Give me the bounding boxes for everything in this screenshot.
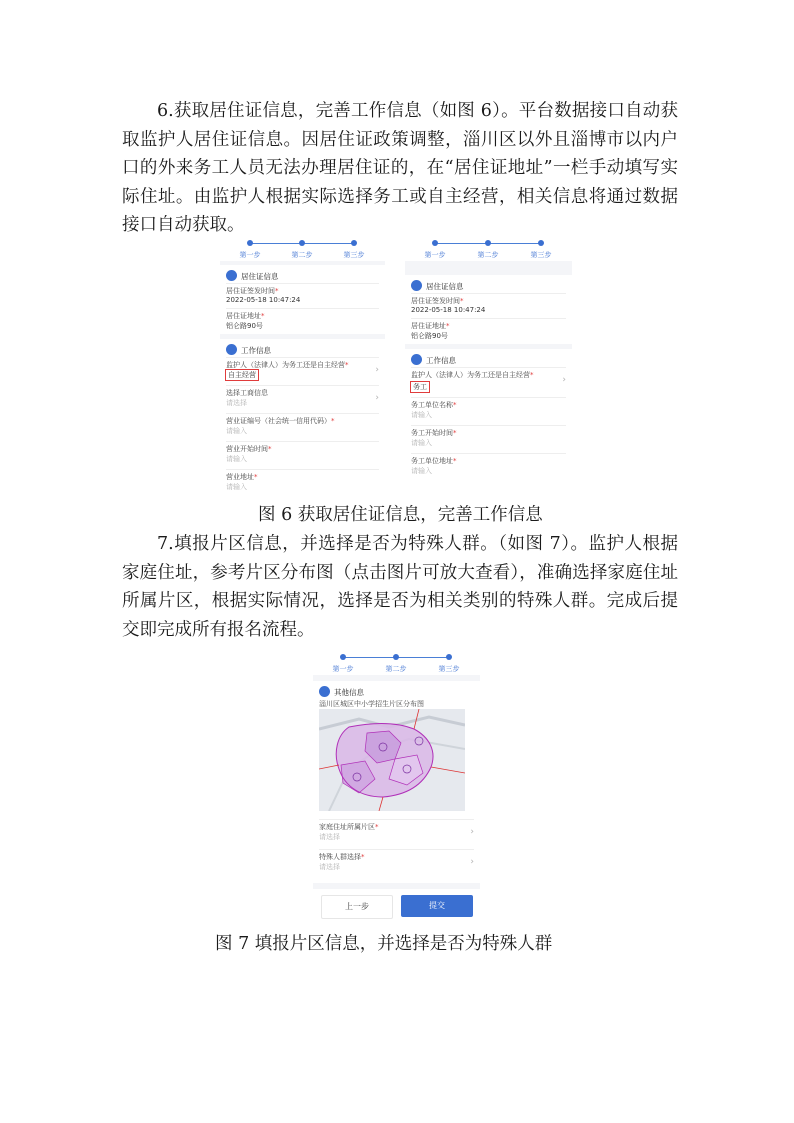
field-label: 务工开始时间: [411, 429, 453, 437]
field-label: 居住证签发时间: [226, 287, 275, 295]
address-field[interactable]: 居住证地址* 铝仑路90号: [411, 318, 566, 341]
field-placeholder: 请选择: [226, 399, 247, 407]
field-placeholder: 请输入: [411, 439, 432, 447]
work-type-field[interactable]: 监护人（法律人）为务工还是自主经营* 务工 ›: [411, 367, 566, 396]
chevron-right-icon: ›: [375, 365, 379, 375]
step-indicator: [313, 651, 480, 675]
field-value: 铝仑路90号: [411, 332, 448, 340]
screenshot-district-info: [313, 651, 480, 923]
work-start-field[interactable]: 务工开始时间* 请输入: [411, 425, 566, 448]
field-placeholder: 请输入: [411, 411, 432, 419]
section-title: 工作信息: [241, 346, 271, 355]
briefcase-icon: [411, 354, 422, 365]
screenshot-migrant-worker: [405, 237, 572, 497]
field-value: 2022-05-18 10:47:24: [411, 306, 486, 314]
step-dot: [432, 240, 438, 246]
field-placeholder: 请选择: [319, 833, 340, 841]
step-3-label: 第三步: [343, 251, 365, 259]
work-section: [220, 339, 385, 497]
screenshot-self-employed: [220, 237, 385, 497]
chevron-right-icon: ›: [470, 827, 474, 837]
district-map-image[interactable]: [319, 709, 465, 811]
section-title: 工作信息: [426, 356, 456, 365]
field-label: 监护人（法律人）为务工还是自主经营: [226, 361, 345, 369]
bottom-action-bar: [313, 889, 480, 923]
chevron-right-icon: ›: [562, 375, 566, 385]
issue-time-field: 居住证签发时间* 2022-05-18 10:47:24: [411, 293, 566, 316]
credit-code-field[interactable]: 营业证编号（社会统一信用代码）* 请输入: [226, 413, 379, 436]
step-dot: [446, 654, 452, 660]
id-card-icon: [226, 270, 237, 281]
business-start-field[interactable]: 营业开始时间* 请输入: [226, 441, 379, 464]
business-address-field[interactable]: 营业地址* 请输入: [226, 469, 379, 492]
step-dot: [393, 654, 399, 660]
employer-address-field[interactable]: 务工单位地址* 请输入: [411, 453, 566, 476]
field-placeholder: 请输入: [226, 427, 247, 435]
field-label: 居住证签发时间: [411, 297, 460, 305]
field-placeholder: 请输入: [226, 483, 247, 491]
paragraph-step7: 7.填报片区信息，并选择是否为特殊人群。（如图 7）。监护人根据家庭住址，参考片区分布图（点击图片可放大查看），准确选择家庭住址所属片区，根据实际情况，选择是否为相关类别的特殊人群。完成后提交即完成所有报名流程。: [122, 534, 678, 640]
field-placeholder: 请输入: [226, 455, 247, 463]
step-indicator: [405, 237, 572, 261]
step-2-label: 第二步: [291, 251, 313, 259]
field-value: 铝仑路90号: [226, 322, 263, 330]
chevron-right-icon: ›: [470, 857, 474, 867]
field-label: 营业开始时间: [226, 445, 268, 453]
step-1-label: 第一步: [239, 251, 261, 259]
field-label: 务工单位名称: [411, 401, 453, 409]
address-field[interactable]: 居住证地址* 铝仑路90号: [226, 308, 379, 331]
employer-name-field[interactable]: 务工单位名称* 请输入: [411, 397, 566, 420]
residence-section: [220, 265, 385, 334]
step-dot: [299, 240, 305, 246]
section-title: 居住证信息: [426, 282, 464, 291]
field-label: 务工单位地址: [411, 457, 453, 465]
step-3-label: 第三步: [438, 665, 460, 673]
step-2-label: 第二步: [385, 665, 407, 673]
work-type-value: 务工: [413, 383, 427, 391]
step-3-label: 第三步: [530, 251, 552, 259]
select-business-field[interactable]: [226, 385, 379, 408]
briefcase-icon: [226, 344, 237, 355]
map-title: 淄川区城区中小学招生片区分布图: [319, 700, 424, 708]
issue-time-field: 居住证签发时间* 2022-05-18 10:47:24: [226, 283, 379, 306]
field-label: 监护人（法律人）为务工还是自主经营: [411, 371, 530, 379]
district-field[interactable]: 家庭住址所属片区* 请选择 ›: [319, 819, 474, 848]
work-type-field[interactable]: 监护人（法律人）为务工还是自主经营* 自主经营 ›: [226, 357, 379, 384]
section-title: 其他信息: [334, 688, 364, 697]
step-dot: [485, 240, 491, 246]
work-type-value: 自主经营: [228, 371, 256, 379]
chevron-right-icon: ›: [375, 393, 379, 403]
other-info-section: [313, 681, 480, 883]
field-label: 居住证地址: [226, 312, 261, 320]
section-title: 居住证信息: [241, 272, 279, 281]
step-dot: [351, 240, 357, 246]
field-placeholder: 请选择: [319, 863, 340, 871]
field-placeholder: 请输入: [411, 467, 432, 475]
id-card-icon: [411, 280, 422, 291]
field-value: 2022-05-18 10:47:24: [226, 296, 301, 304]
step-1-label: 第一步: [424, 251, 446, 259]
field-label: 选择工商信息: [226, 389, 268, 397]
figure-7-caption: 图 7 填报片区信息，并选择是否为特殊人群: [215, 934, 553, 954]
step-dot: [340, 654, 346, 660]
field-label: 营业地址: [226, 473, 254, 481]
paragraph-step6: 6.获取居住证信息，完善工作信息（如图 6）。平台数据接口自动获取监护人居住证信息。因居住证政策调整，淄川区以外且淄博市以内户口的外来务工人员无法办理居住证的，在“居住证地址”一栏手动填写实际住址。由监护人根据实际选择务工或自主经营，相关信息将通过数据接口自动获取。: [122, 101, 678, 236]
special-group-field[interactable]: 特殊人群选择* 请选择 ›: [319, 849, 474, 878]
field-label: 家庭住址所属片区: [319, 823, 375, 831]
step-dot: [247, 240, 253, 246]
step-2-label: 第二步: [477, 251, 499, 259]
step-1-label: 第一步: [332, 665, 354, 673]
info-icon: [319, 686, 330, 697]
figure-6-caption: 图 6 获取居住证信息，完善工作信息: [258, 505, 543, 525]
step-indicator: [220, 237, 385, 261]
work-section: [405, 349, 572, 497]
residence-section: [405, 275, 572, 344]
submit-button[interactable]: 提交: [401, 895, 473, 917]
field-label: 居住证地址: [411, 322, 446, 330]
district-map-graphic: [319, 709, 465, 811]
step-dot: [538, 240, 544, 246]
prev-step-button[interactable]: 上一步: [321, 895, 393, 919]
field-label: 营业证编号（社会统一信用代码）: [226, 417, 331, 425]
field-label: 特殊人群选择: [319, 853, 361, 861]
